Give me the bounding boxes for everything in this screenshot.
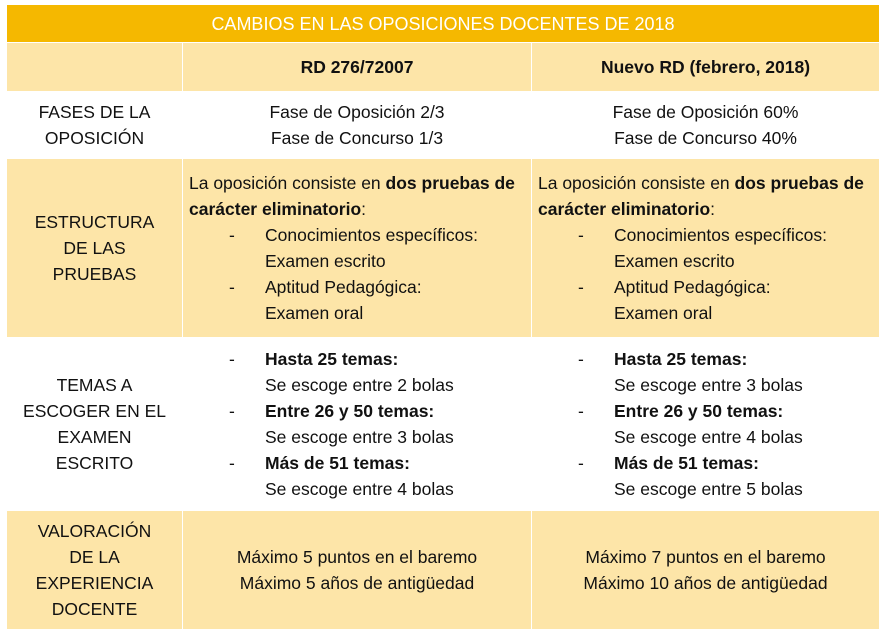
cell-line: Fase de Concurso 1/3 [270,128,444,148]
row-estructura [7,159,880,338]
label-line: DE LA [69,547,120,567]
cell-line: Máximo 5 puntos en el baremo [236,547,478,567]
intro-end: : [710,199,716,219]
item-title: - Aptitud Pedagógica: [265,277,422,297]
list-item [578,222,873,274]
item-title: - Hasta 25 temas: [265,349,399,369]
cell-estructura-old [183,159,532,338]
label-line: VALORACIÓN [37,521,152,541]
comparison-table [6,4,880,630]
label-line: ESCOGER EN EL [23,401,166,421]
cell-line: Fase de Oposición 60% [612,102,799,122]
cell-temas-old [183,338,532,511]
item-detail: Se escoge entre 3 bolas [265,427,454,447]
intro-text [189,170,525,222]
intro-plain: La oposición consiste en [189,173,386,193]
header-row [7,43,880,92]
cell-line: Máximo 7 puntos en el baremo [585,547,826,567]
list-item [578,274,873,326]
item-title: - Hasta 25 temas: [614,349,748,369]
item-detail: Se escoge entre 2 bolas [265,375,454,395]
cell-line: Fase de Concurso 40% [614,128,797,148]
table-title: CAMBIOS EN LAS OPOSICIONES DOCENTES DE 2018 [7,5,880,43]
list-item [229,346,525,398]
label-line: PRUEBAS [52,264,137,284]
label-line: ESCRITO [55,453,134,473]
list-item [229,398,525,450]
row-fases [7,92,880,159]
item-title: - Conocimientos específicos: [614,225,828,245]
list-item [229,274,525,326]
title-row [7,5,880,43]
intro-text [538,170,873,222]
item-title: - Más de 51 temas: [614,453,759,473]
list-item [229,222,525,274]
cell-valoracion-new [532,511,880,630]
label-line: TEMAS A [56,375,133,395]
cell-valoracion-old [183,511,532,630]
row-label-temas [7,338,183,511]
comparison-table-container [6,4,879,630]
cell-fases-old [183,92,532,159]
item-detail: Se escoge entre 4 bolas [265,479,454,499]
header-empty-cell [7,43,183,92]
row-label-fases [7,92,183,159]
item-title: - Aptitud Pedagógica: [614,277,771,297]
cell-temas-new [532,338,880,511]
row-label-valoracion [7,511,183,630]
cell-estructura-new [532,159,880,338]
label-line: DOCENTE [51,599,138,619]
row-valoracion [7,511,880,630]
item-title: - Entre 26 y 50 temas: [614,401,784,421]
item-detail: Se escoge entre 4 bolas [614,427,803,447]
item-detail: Examen escrito [265,251,386,271]
label-line: EXPERIENCIA [35,573,154,593]
item-detail: Examen oral [614,303,713,323]
item-detail: Examen oral [265,303,364,323]
intro-bold: dos pruebas de carácter eliminatorio [538,173,864,219]
intro-plain: La oposición consiste en [538,173,735,193]
item-title: - Entre 26 y 50 temas: [265,401,435,421]
cell-fases-new [532,92,880,159]
intro-end: : [361,199,367,219]
item-detail: Se escoge entre 3 bolas [614,375,803,395]
cell-line: Fase de Oposición 2/3 [269,102,445,122]
list-item [578,398,873,450]
dash-list [538,222,873,326]
header-new-rd: Nuevo RD (febrero, 2018) [532,43,880,92]
label-line: ESTRUCTURA [34,212,155,232]
list-item [578,450,873,502]
item-title: - Conocimientos específicos: [265,225,479,245]
item-detail: Examen escrito [614,251,735,271]
label-line: OPOSICIÓN [44,128,145,148]
list-item [578,346,873,398]
item-detail: Se escoge entre 5 bolas [614,479,803,499]
label-line: DE LAS [63,238,126,258]
dash-list [538,346,873,502]
label-line: FASES DE LA [38,102,151,122]
label-line: EXAMEN [57,427,132,447]
dash-list [189,222,525,326]
intro-bold: dos pruebas de carácter eliminatorio [189,173,515,219]
header-old-rd: RD 276/72007 [183,43,532,92]
row-temas [7,338,880,511]
cell-line: Máximo 5 años de antigüedad [239,573,475,593]
dash-list [189,346,525,502]
row-label-estructura [7,159,183,338]
item-title: - Más de 51 temas: [265,453,410,473]
cell-line: Máximo 10 años de antigüedad [583,573,828,593]
list-item [229,450,525,502]
